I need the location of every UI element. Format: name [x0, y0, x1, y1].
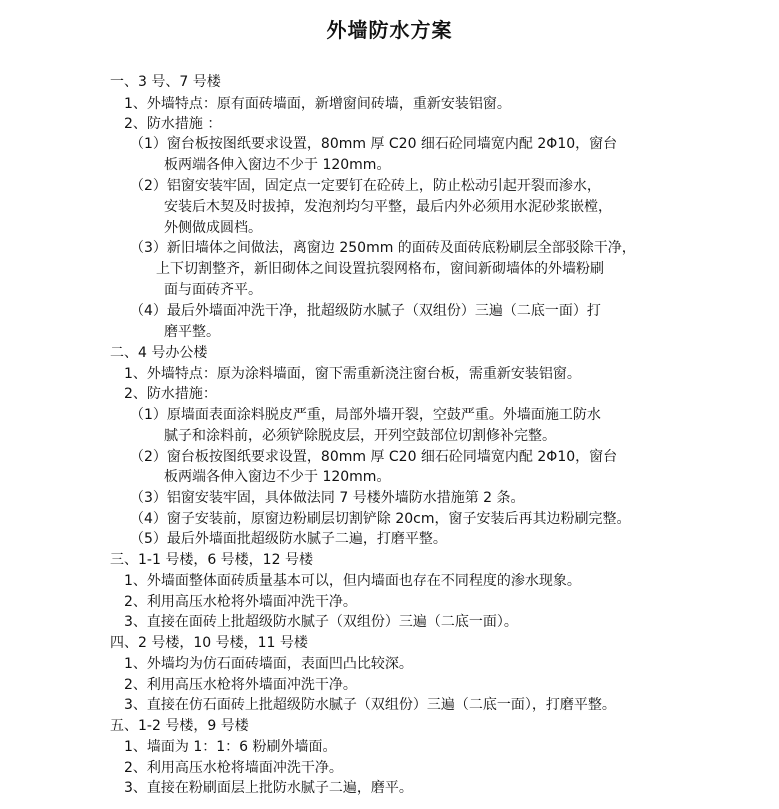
- list-item: 1、墙面为 1：1：6 粉刷外墙面。: [124, 739, 337, 755]
- list-item: 2、防水措施 ：: [124, 116, 222, 132]
- list-item-continuation: 外侧做成圆档。: [164, 220, 262, 236]
- list-item: 3、直接在粉刷面层上批防水腻子二遍，磨平。: [124, 780, 413, 796]
- list-item: 1、外墙特点：原有面砖墙面，新增窗间砖墙，重新安装铝窗。: [124, 96, 511, 112]
- list-item: （2）窗台板按图纸要求设置，80mm 厚 C20 细石砼同墙宽内配 2Φ10，窗台: [130, 449, 618, 465]
- section-heading: 二、4 号办公楼: [110, 345, 208, 361]
- list-item: 2、防水措施：: [124, 386, 217, 402]
- list-item: （1）窗台板按图纸要求设置，80mm 厚 C20 细石砼同墙宽内配 2Φ10，窗台: [130, 136, 618, 152]
- list-item-continuation: 上下切割整齐，新旧砌体之间设置抗裂网格布，窗间新砌墙体的外墙粉刷: [156, 261, 604, 277]
- section-heading: 四、2 号楼，10 号楼，11 号楼: [110, 635, 308, 651]
- section-heading: 五、1-2 号楼，9 号楼: [110, 718, 249, 734]
- section-heading: 一、3 号、7 号楼: [110, 74, 221, 90]
- list-item: （5）最后外墙面批超级防水腻子二遍，打磨平整。: [130, 531, 447, 547]
- list-item: （4）窗子安装前，原窗边粉刷层切割铲除 20cm，窗子安装后再其边粉刷完整。: [130, 511, 631, 527]
- list-item: 1、外墙特点：原为涂料墙面，窗下需重新浇注窗台板，需重新安装铝窗。: [124, 366, 581, 382]
- list-item-continuation: 面与面砖齐平。: [164, 282, 262, 298]
- list-item: （1）原墙面表面涂料脱皮严重，局部外墙开裂，空鼓严重。外墙面施工防水: [130, 407, 601, 423]
- list-item-continuation: 板两端各伸入窗边不少于 120mm。: [164, 469, 391, 485]
- list-item: 2、利用高压水枪将外墙面冲洗干净。: [124, 594, 357, 610]
- list-item-continuation: 安装后木契及时拔掉，发泡剂均匀平整，最后内外必须用水泥砂浆嵌樘，: [164, 199, 612, 215]
- list-item: 3、直接在仿石面砖上批超级防水腻子（双组份）三遍（二底一面），打磨平整。: [124, 697, 616, 713]
- list-item: （3）新旧墙体之间做法，离窗边 250mm 的面砖及面砖底粉刷层全部驳除干净，: [130, 240, 636, 256]
- list-item-continuation: 板两端各伸入窗边不少于 120mm。: [164, 157, 391, 173]
- section-heading: 三、1-1 号楼，6 号楼，12 号楼: [110, 552, 313, 568]
- list-item-continuation: 腻子和涂料前，必须铲除脱皮层，开列空鼓部位切割修补完整。: [164, 428, 556, 444]
- list-item: 2、利用高压水枪将外墙面冲洗干净。: [124, 677, 357, 693]
- list-item: 1、外墙面整体面砖质量基本可以，但内墙面也存在不同程度的渗水现象。: [124, 573, 581, 589]
- list-item: 1、外墙均为仿石面砖墙面，表面凹凸比较深。: [124, 656, 413, 672]
- list-item-continuation: 磨平整。: [164, 324, 220, 340]
- list-item: 3、直接在面砖上批超级防水腻子（双组份）三遍（二底一面）。: [124, 614, 518, 630]
- list-item: （4）最后外墙面冲洗干净，批超级防水腻子（双组份）三遍（二底一面）打: [130, 303, 601, 319]
- document-title: 外墙防水方案: [326, 18, 453, 42]
- list-item: （3）铝窗安装牢固，具体做法同 7 号楼外墙防水措施第 2 条。: [130, 490, 525, 506]
- list-item: （2）铝窗安装牢固，固定点一定要钉在砼砖上，防止松动引起开裂而渗水，: [130, 178, 601, 194]
- list-item: 2、利用高压水枪将墙面冲洗干净。: [124, 760, 343, 776]
